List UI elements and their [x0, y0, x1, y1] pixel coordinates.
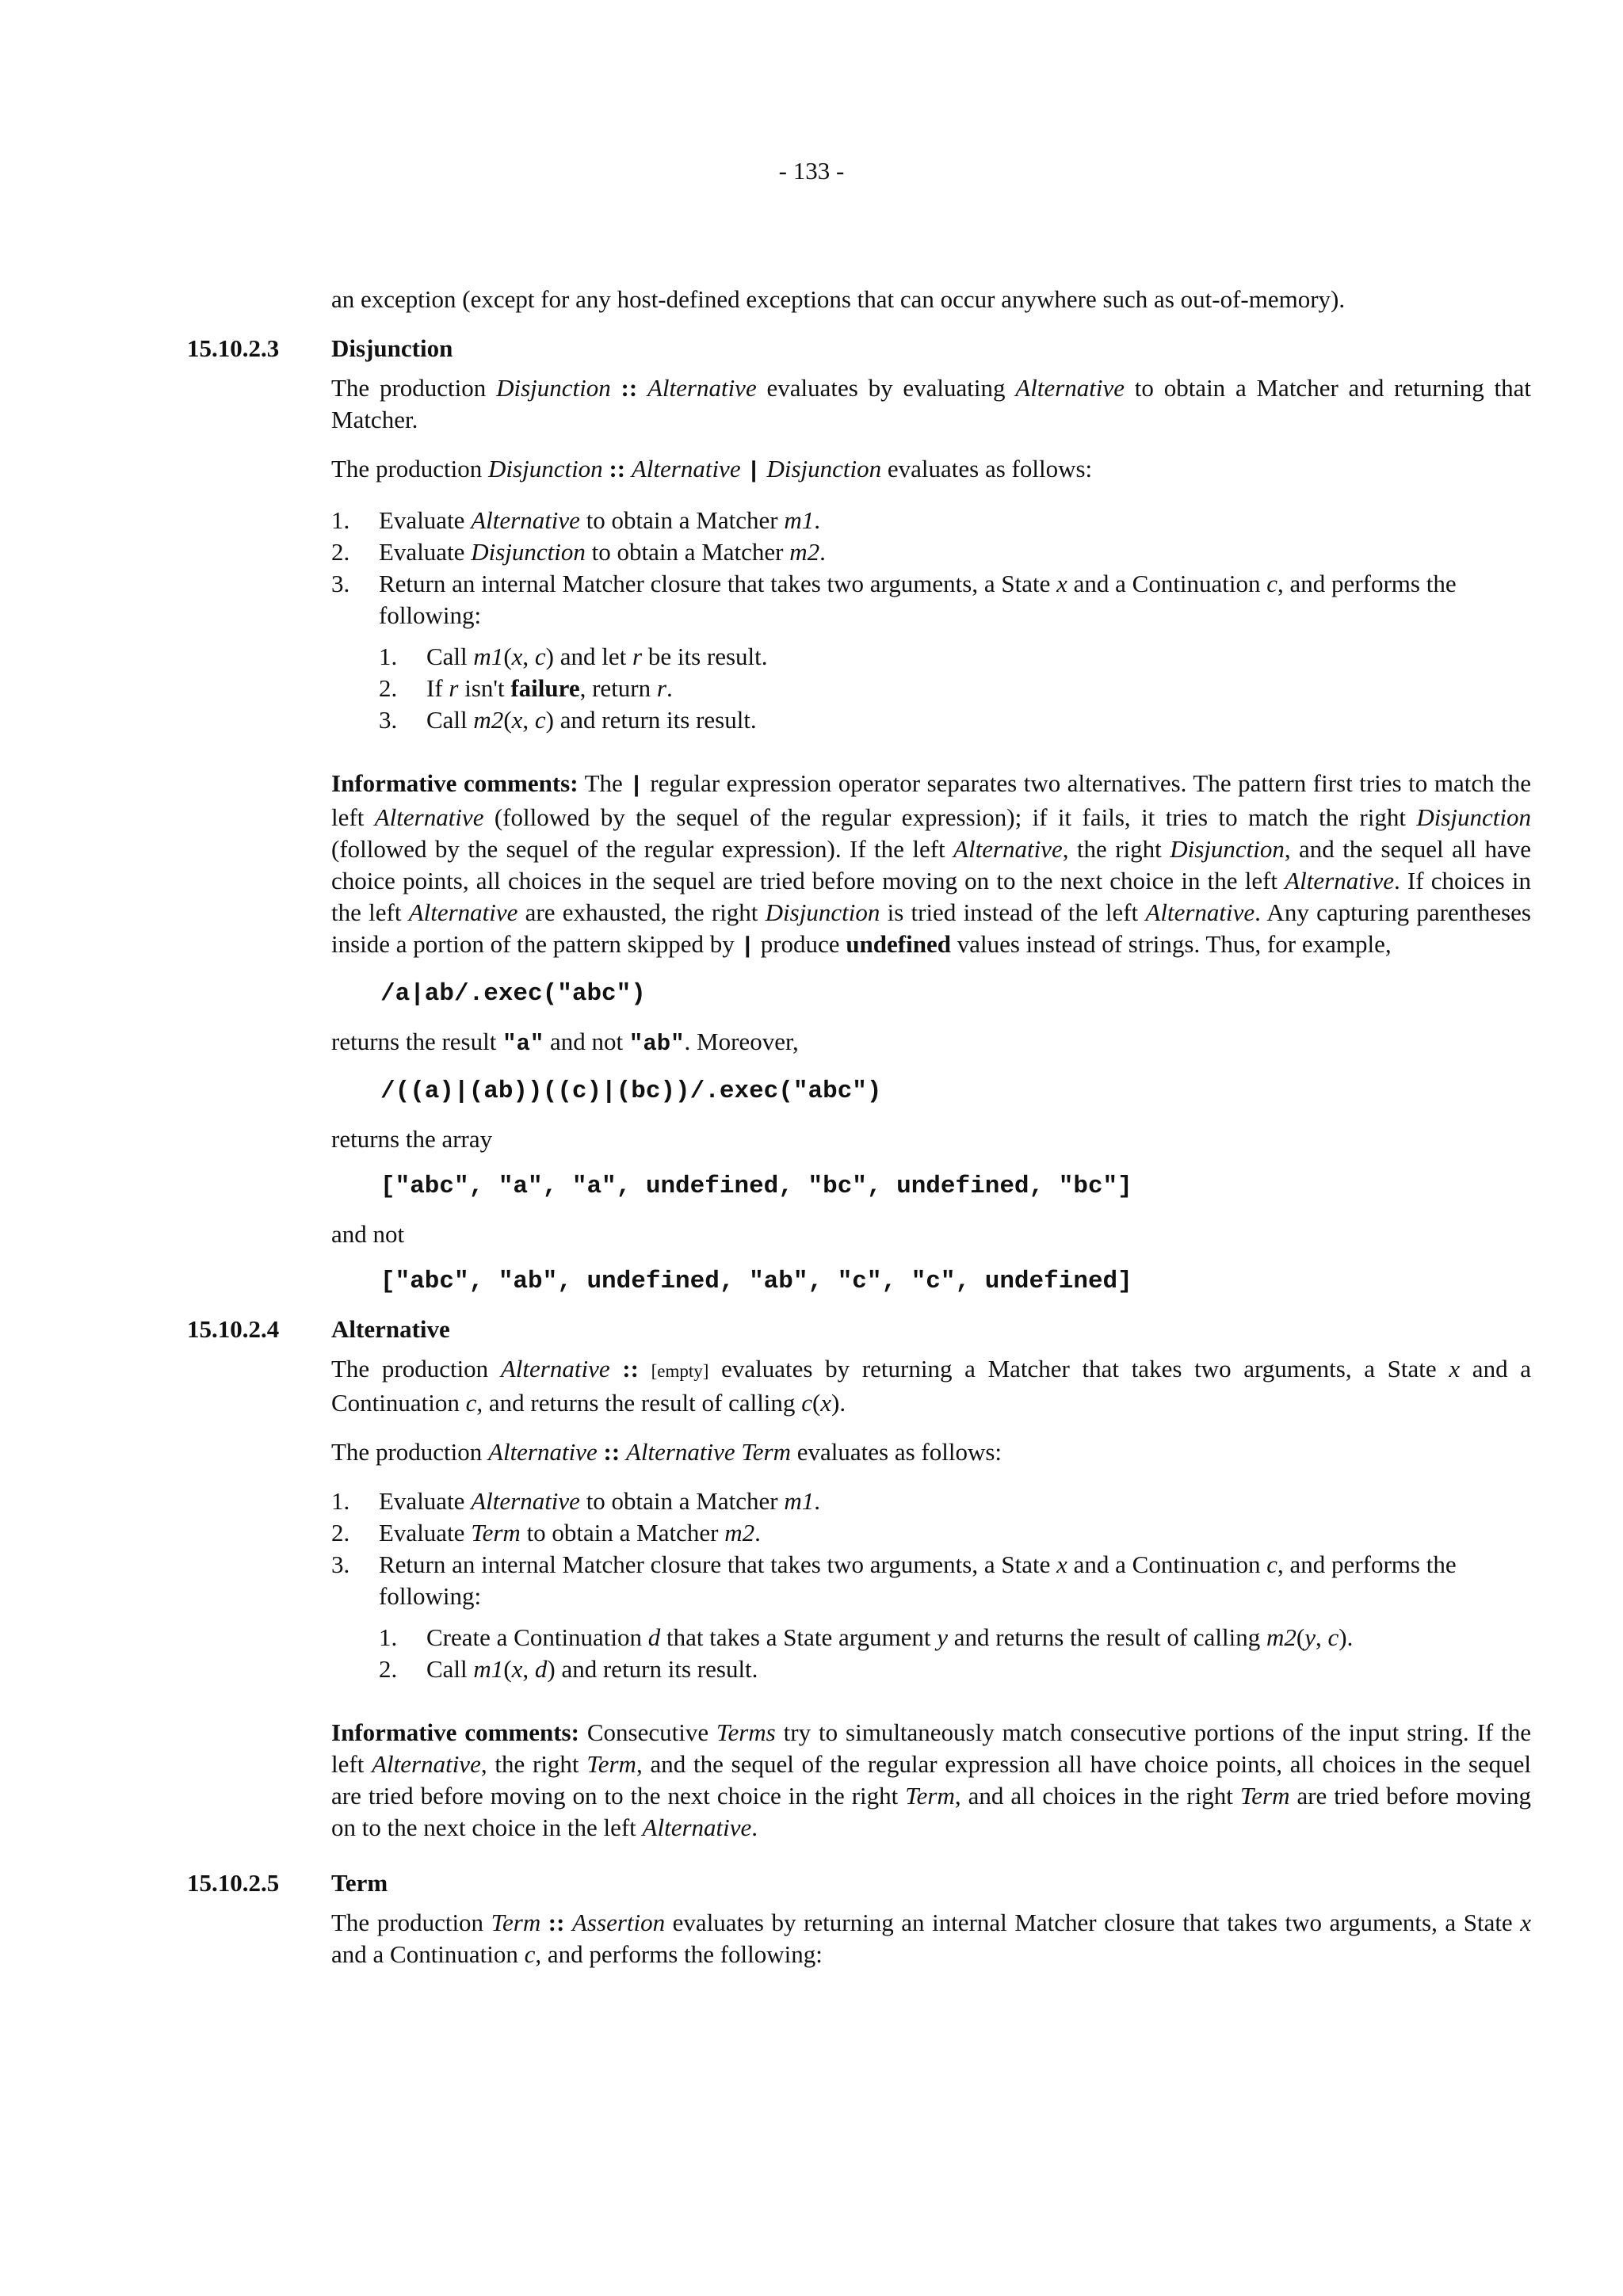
- result-paragraph-1: returns the result "a" and not "ab". Moreover,: [331, 1028, 799, 1057]
- list-item: 1. Evaluate Alternative to obtain a Matcher m1.: [331, 506, 820, 534]
- and-not-label: and not: [331, 1220, 405, 1248]
- disjunction-substeps: [379, 641, 1531, 736]
- list-item: 2. Evaluate Disjunction to obtain a Matcher m2.: [331, 538, 826, 566]
- disjunction-paragraph-1: The production Disjunction :: Alternative evaluates by evaluating Alternative to obtain a Matcher and returning that Matcher.: [331, 374, 1531, 433]
- section-heading-term: [187, 1867, 1531, 1899]
- alternative-paragraph-2: The production Alternative :: Alternative Term evaluates as follows:: [331, 1438, 1002, 1466]
- section-title: Alternative: [331, 1315, 450, 1343]
- list-item: 2. Evaluate Term to obtain a Matcher m2.: [331, 1519, 761, 1547]
- list-item: 3. Call m2(x, c) and return its result.: [379, 706, 757, 734]
- alternative-paragraph-1: The production Alternative :: [empty] evaluates by returning a Matcher that takes two arguments, a State x and a Continuation c, and returns the result of calling c(x).: [331, 1355, 1532, 1417]
- list-item: 1. Create a Continuation d that takes a State argument y and returns the result of calling m2(y, c).: [379, 1623, 1354, 1651]
- disjunction-steps: [331, 505, 1531, 736]
- list-item: 1. Call m1(x, c) and let r be its result.: [379, 643, 768, 670]
- section-title: Disjunction: [331, 334, 453, 362]
- code-example-1: /a|ab/.exec("abc"): [380, 980, 646, 1008]
- section-title: Term: [331, 1869, 388, 1897]
- disjunction-informative-comments: Informative comments: The | regular expression operator separates two alternatives. The pattern first tries to match the left Alternative (followed by the sequel of the regular expression); if it fails, it tries to match the right Disjunction (followed by the sequel of the regular expression). If the left Alternative, the right Disjunction, and the sequel all have choice points, all choices in the sequel are tried before moving on to the next choice in the left Alternative. If choices in the left Alternative are exhausted, the right Disjunction is tried instead of the left Alternative. Any capturing parentheses inside a portion of the pattern skipped by | produce undefined values instead of strings. Thus, for example,: [331, 769, 1531, 959]
- section-heading-alternative: [187, 1314, 1531, 1345]
- section-number: 15.10.2.4: [187, 1315, 280, 1343]
- list-item: 2. If r isn't failure, return r.: [379, 674, 673, 702]
- alternative-substeps: [379, 1622, 1531, 1685]
- returns-array-label: returns the array: [331, 1125, 493, 1153]
- list-item: 1. Evaluate Alternative to obtain a Matcher m1.: [331, 1487, 820, 1515]
- page-content: [187, 284, 1532, 1970]
- page-number: - 133 -: [778, 157, 845, 185]
- list-item: 3. Return an internal Matcher closure that takes two arguments, a State x and a Continuation c, and performs the following: 1. Create a Continuation d that takes a State argument y and returns the result of calling m2(y, c). 2. Call m1(x, d) and return its result.: [331, 1549, 1531, 1685]
- code-example-2: /((a)|(ab))((c)|(bc))/.exec("abc"): [380, 1077, 882, 1105]
- disjunction-paragraph-2: The production Disjunction :: Alternative | Disjunction evaluates as follows:: [331, 455, 1093, 484]
- section-number: 15.10.2.5: [187, 1869, 280, 1897]
- list-item: 3. Return an internal Matcher closure that takes two arguments, a State x and a Continuation c, and performs the following: 1. Call m1(x, c) and let r be its result. 2. If r isn't failure, return r. 3. Call m2(x, c) and return its result.: [331, 568, 1531, 736]
- section-number: 15.10.2.3: [187, 334, 280, 362]
- code-example-4: ["abc", "ab", undefined, "ab", "c", "c", undefined]: [380, 1268, 1132, 1295]
- code-example-3: ["abc", "a", "a", undefined, "bc", undefined, "bc"]: [380, 1173, 1132, 1200]
- section-heading-disjunction: [187, 333, 1531, 364]
- alternative-informative-comments: Informative comments: Consecutive Terms try to simultaneously match consecutive portions of the input string. If the left Alternative, the right Term, and the sequel of the regular expression all have choice points, all choices in the sequel are tried before moving on to the next choice in the right Term, and all choices in the right Term are tried before moving on to the next choice in the left Alternative.: [331, 1718, 1532, 1841]
- alternative-steps: [331, 1486, 1531, 1685]
- intro-paragraph: an exception (except for any host-defined exceptions that can occur anywhere such as out-of-memory).: [331, 285, 1346, 313]
- term-paragraph-1: The production Term :: Assertion evaluates by returning an internal Matcher closure that takes two arguments, a State x and a Continuation c, and performs the following:: [331, 1909, 1532, 1968]
- list-item: 2. Call m1(x, d) and return its result.: [379, 1655, 758, 1683]
